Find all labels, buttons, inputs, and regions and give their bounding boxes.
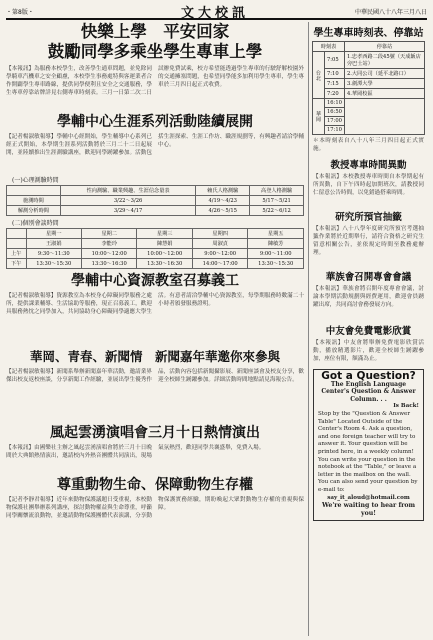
- counseling-schedule-table: [6, 228, 304, 269]
- table-cell: 下午: [7, 259, 27, 269]
- table-row: [313, 89, 425, 99]
- table-cell: 10:00～12:00: [81, 249, 136, 259]
- table-cell: 13:30～16:30: [81, 259, 136, 269]
- table-cell: 4.華岡校區: [344, 89, 424, 99]
- table-cell: 10:00～12:00: [137, 249, 192, 259]
- article-career-title: 學輔中心生涯系列活動陸續展開: [57, 114, 253, 130]
- article-animals: [6, 476, 304, 606]
- table-cell: 5/22～6/12: [250, 206, 304, 216]
- question-box-email[interactable]: say_it_aloud@hotmail.com: [327, 494, 410, 501]
- table-cell: 王淑娟: [26, 239, 81, 249]
- table-row: [313, 99, 425, 108]
- table-row: [313, 52, 425, 69]
- news4-body: 【本報訊】中友會將舉辦免費電影欣賞活動，播放精選影片，歡迎全校師生踴躍參加，座位有限，額滿為止。: [313, 340, 424, 362]
- table-header: 星期四: [192, 229, 247, 239]
- table-cell: 陳敏芳: [248, 239, 304, 249]
- table-cell: 13:30～15:30: [26, 259, 81, 269]
- page-number: ・第8版・: [6, 9, 34, 16]
- table-cell: 陳慧娟: [137, 239, 192, 249]
- test-schedule-label: (一)心理測驗時間: [12, 177, 59, 184]
- question-box-subtitle: The English Language Center's Question & Answer Column. . .: [321, 380, 416, 403]
- article-bus-title-1: 快樂上學 平安回家: [80, 22, 230, 41]
- table-row: [7, 196, 304, 206]
- table-header: 性向測驗、職業興趣、生涯信念量表: [60, 186, 196, 196]
- article-concert: [6, 424, 304, 474]
- table-cell: 9:00～11:00: [248, 249, 304, 259]
- counseling-schedule-label: (二)個別會談時間: [12, 220, 59, 227]
- article-animals-body: 【記者李靜君報導】近年來動物保護議題日受重視，本校動物保護社團舉辦系列講座，探討動物權益與生命尊重，呼籲同學關懷流浪動物，並邀請動物保護團體代表演講，分享動物保護實務經驗，期盼喚起大眾對動物生存權的重視與保障。: [6, 497, 304, 519]
- table-header: 星期五: [248, 229, 304, 239]
- table-row: [7, 249, 304, 259]
- table-cell: 周淑貞: [192, 239, 247, 249]
- table-cell: 17:00: [325, 117, 345, 126]
- question-box-body: Stop by the "Question & Answer Table" Located Outside of the Center's Room 4. Ask a question, and one foreign teacher will try to answer it. Your question will be printed here, in a weekly column! You can write your question in the notebook at the "Table," or leave a letter in the mailbox on the wall. You can also send your question by e-mail to:: [318, 410, 418, 493]
- table-cell: 李能玲: [81, 239, 136, 249]
- page-header: [6, 4, 427, 20]
- article-volunteer-title: 學輔中心資源教室召募義工: [71, 273, 239, 289]
- table-cell: 3/29～4/17: [60, 206, 196, 216]
- article-concert-title: 風起雲湧演唱會三月十日熱情演出: [50, 425, 260, 441]
- table-cell: 16:50: [325, 108, 345, 117]
- table-header: 星期一: [26, 229, 81, 239]
- schedule-note: ＊本時刻表自八十八年三月四日起正式實施。: [313, 138, 424, 152]
- article-volunteer-body: 【記者楊淑敏報導】資源教室為本校身心障礙同學服務之處所，提供課業輔導、生活協助等服務，現正召募義工，歡迎具服務熱忱之同學加入，共同協助身心障礙同學適應大學生活。有意者請洽學輔中心資源教室，每學期服務時數滿二十小時者頒發服務證明。: [6, 293, 304, 315]
- question-box: [313, 369, 424, 521]
- table-cell: 3/22～3/26: [60, 196, 196, 206]
- table-cell: 7:05: [325, 52, 345, 69]
- table-cell: 4/26～5/15: [196, 206, 250, 216]
- table-cell: 7:15: [325, 79, 345, 89]
- article-bus-body: 【本報訊】為服務本校學生，改善學生通車問題，並免除同學騎車汽機車之安全顧慮，本校學生事務處特與客運業者合作開闢學生專車路線，提供同學便利且安全之交通服務，學生專車停靠站牌詳見右側專車時刻表。三月一日第二次二日試辦免費試乘，校方希望能透過學生專車的行駛舒解校園外的交通擁塞問題，也希望同學能多加利用學生專車，學生專車於三月四日起正式收費。: [6, 66, 304, 96]
- article-bus-title-2: 鼓勵同學多乘坐學生專車上學: [47, 42, 263, 61]
- table-cell: 解測分析時間: [7, 206, 61, 216]
- news2-body: 【本報訊】八十八學年度研究所預官考選抽籤作業將於近期舉行，請符合資格之研究生留意相關公告，並依規定時間至教務處辦理。: [313, 226, 424, 256]
- table-cell: 3.劍潭大學: [344, 79, 424, 89]
- news3-title: 華族會召開專會會議: [325, 272, 412, 283]
- test-schedule-table: [6, 185, 304, 216]
- table-cell: 14:00～17:00: [192, 259, 247, 269]
- main-column: [6, 22, 304, 636]
- table-cell: 9:00～12:00: [192, 249, 247, 259]
- article-volunteer: [6, 272, 304, 346]
- article-journalism-title: 華岡、青春、新聞情 新聞嘉年華邀你來參與: [29, 349, 280, 364]
- bus-schedule-table: [312, 41, 425, 135]
- table-cell: 17:10: [325, 126, 345, 135]
- table-header: [7, 229, 27, 239]
- table-cell: 5/17～5/21: [250, 196, 304, 206]
- table-header: [7, 186, 61, 196]
- table-cell: 4/19～4/23: [196, 196, 250, 206]
- article-bus: [6, 22, 304, 111]
- news3-body: 【本報訊】華族會將召開年度專會會議，討論本學期活動規劃與經費運用，歡迎會員踴躍出席，共同商討會務發展方向。: [313, 286, 424, 308]
- newspaper-title: 文大校訊: [181, 6, 250, 21]
- question-box-waiting: We're waiting to hear from you!: [321, 502, 416, 517]
- table-header: 賴氏人格測驗: [196, 186, 250, 196]
- sidebar-column: [308, 22, 428, 636]
- table-row: [7, 206, 304, 216]
- origin-label: 台北: [313, 52, 325, 99]
- table-header: 星期三: [137, 229, 192, 239]
- table-row: [313, 79, 425, 89]
- table-cell: 13:30～15:30: [248, 259, 304, 269]
- table-cell: 上午: [7, 249, 27, 259]
- table-row: [313, 69, 425, 79]
- table-cell: 1.忠孝西路二段45號（天成飯店旁巴士站）: [344, 52, 424, 69]
- question-box-back: Is Back!: [393, 403, 419, 410]
- news2-title: 研究所預官抽籤: [335, 212, 402, 223]
- schedule-title: 學生專車時刻表、停靠站: [313, 28, 424, 39]
- table-header: 高登人格測驗: [250, 186, 304, 196]
- article-concert-body: 【本報訊】由國樂社主辦之風起雲湧演唱會將於三月十日晚間於大典館熱情演出，邀請校內外熱音團體共同演出，現場氣氛熱烈，歡迎同學共襄盛舉，免費入場。: [6, 445, 265, 459]
- table-cell: [7, 239, 27, 249]
- news1-title: 教授專車時間異動: [330, 160, 407, 171]
- question-box-title: Got a Question?: [321, 370, 416, 382]
- table-header: 停靠站: [344, 42, 424, 52]
- news1-body: 【本報訊】本校教授專車時間自本學期起有所異動，自下午四時起加開班次，請教授同仁留意公告時間，以免錯過搭乘時間。: [313, 174, 424, 196]
- article-animals-title: 尊重動物生命、保障動物生存權: [57, 477, 253, 493]
- table-cell: 2.大同公司（延平北路口）: [344, 69, 424, 79]
- table-cell: 9:30～11:30: [26, 249, 81, 259]
- table-cell: 13:30～16:30: [137, 259, 192, 269]
- article-journalism: [6, 348, 304, 422]
- table-cell: [344, 99, 424, 135]
- table-cell: 16:10: [325, 99, 345, 108]
- table-cell: 施測時間: [7, 196, 61, 206]
- article-career-body: 【記者楊淑敏報導】學輔中心經開始，學生輔導中心系列已經正式開始，本學期生涯系列活動將於三月二十二日起展開，並陸續推出生涯測驗講座，歡迎同學踴躍參加。活動包括生涯探索、生涯工作坊、職涯規劃等，有興趣者請洽學輔中心。: [6, 134, 304, 156]
- table-row: [7, 259, 304, 269]
- table-cell: 7:20: [325, 89, 345, 99]
- article-career: [6, 113, 304, 269]
- issue-date: 中華民國八十八年三月八日: [354, 9, 427, 16]
- table-cell: 7:10: [325, 69, 345, 79]
- news4-title: 中友會免費電影欣賞: [325, 326, 412, 337]
- article-journalism-body: 【記者楊淑敏報導】新聞系舉辦新聞嘉年華活動，邀請業界傑出校友返校座談，分享新聞工作經驗，並展出學生優秀作品，活動內容包括新聞攝影展、新聞座談會及校友分享，歡迎全校師生踴躍參加。詳細活動時間地點請見海報公告。: [6, 369, 304, 383]
- table-header: 時刻表: [313, 42, 345, 52]
- origin-label: 華岡: [313, 99, 325, 135]
- table-header: 星期二: [81, 229, 136, 239]
